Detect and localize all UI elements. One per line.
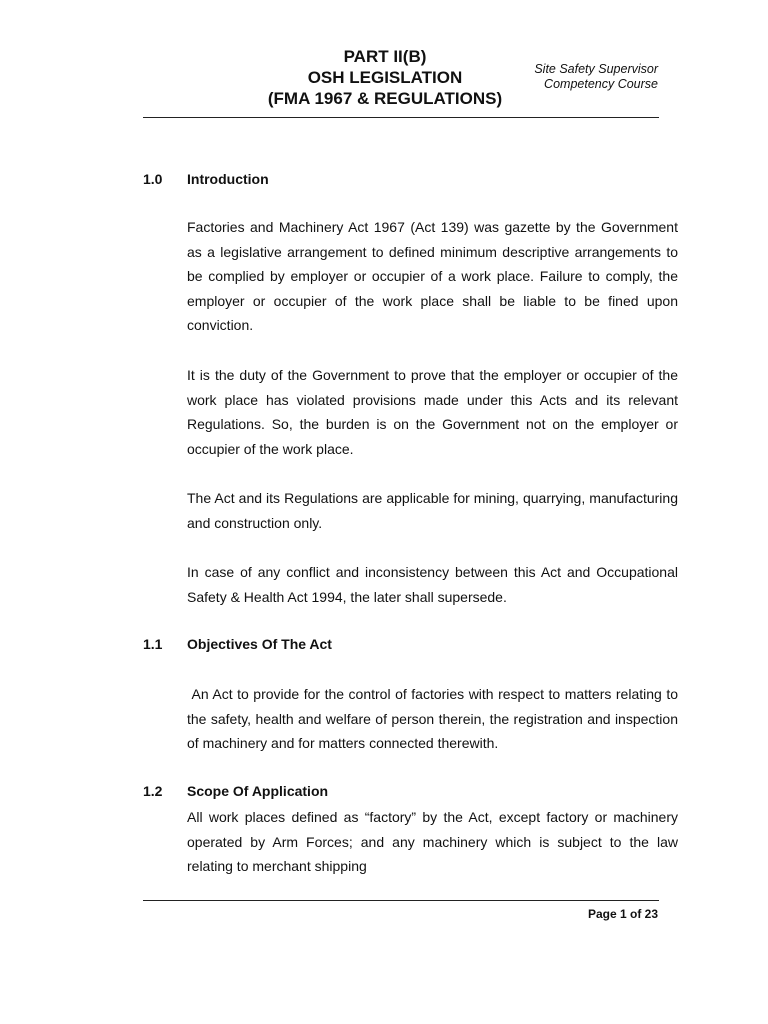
page-number: Page 1 of 23 xyxy=(587,907,658,921)
paragraph: Factories and Machinery Act 1967 (Act 139) was gazette by the Government as a legislative arrangement to defined minimum descriptive arrangements to be complied by employer or occupier of a work place. Failure to comply, the employer or occupier of the work place shall be liable to be fined upon conviction. xyxy=(187,219,678,334)
course-line-2: Competency Course xyxy=(544,77,658,91)
paragraph: It is the duty of the Government to prove that the employer or occupier of the work place has violated provisions made under this Acts and its relevant Regulations. So, the burden is on the Government not on the employer or occupier of the work place. xyxy=(187,367,678,457)
section-heading-objectives: Objectives Of The Act xyxy=(187,636,332,652)
section-heading-introduction: Introduction xyxy=(187,171,269,187)
title-line-3: (FMA 1967 & REGULATIONS) xyxy=(267,89,503,108)
section-number: 1.2 xyxy=(143,783,163,799)
section-number: 1.0 xyxy=(143,171,163,187)
paragraph: All work places defined as “factory” by the Act, except factory or machinery operated by Arm Forces; and any machinery which is subject to the law relating to merchant shipping xyxy=(187,809,678,875)
footer-divider xyxy=(143,900,659,901)
section-number: 1.1 xyxy=(143,636,163,652)
title-line-2: OSH LEGISLATION xyxy=(307,68,463,87)
section-heading-scope: Scope Of Application xyxy=(187,783,329,799)
paragraph: The Act and its Regulations are applicable for mining, quarrying, manufacturing and construction only. xyxy=(187,490,678,531)
paragraph: An Act to provide for the control of factories with respect to matters relating to the safety, health and welfare of person therein, the registration and inspection of machinery and for matters connected therewith. xyxy=(187,686,682,752)
course-line-1: Site Safety Supervisor xyxy=(534,62,658,76)
header-divider xyxy=(143,117,659,118)
course-name xyxy=(458,62,658,92)
paragraph: In case of any conflict and inconsistency between this Act and Occupational Safety & Health Act 1994, the later shall supersede. xyxy=(187,564,678,605)
title-line-1: PART II(B) xyxy=(343,47,427,66)
